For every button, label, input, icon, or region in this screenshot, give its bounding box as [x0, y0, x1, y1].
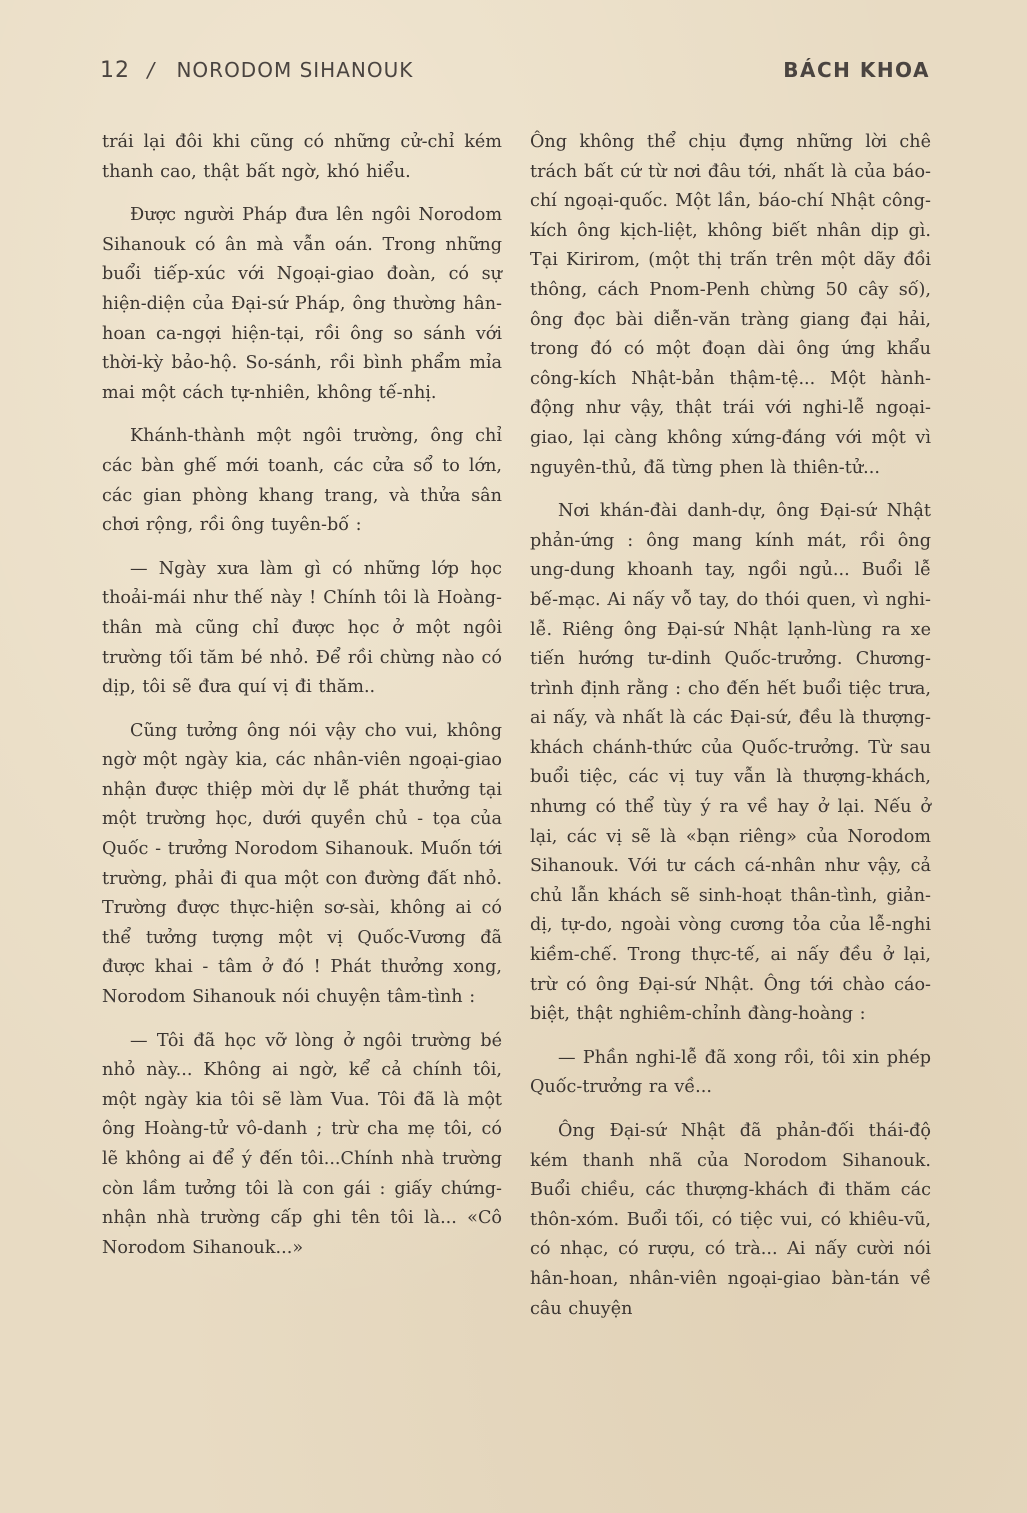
paragraph: Ông không thể chịu đựng những lời chê trách bất cứ từ nơi đâu tới, nhất là của báo-chí ngoại-quốc. Một lần, báo-chí Nhật công-kích ông kịch-liệt, không biết nhân dịp gì. Tại Kirirom, (một thị trấn trên một dãy đồi thông, cách Pnom-Penh chừng 50 cây số), ông đọc bài diễn-văn tràng giang đại hải, trong đó có một đoạn dài ông ứng khẩu công-kích Nhật-bản thậm-tệ... Một hành-động như vậy, thật trái với nghi-lễ ngoại-giao, lại càng không xứng-đáng với một vì nguyên-thủ, đã từng phen là thiên-tử... [530, 132, 931, 478]
paragraph: trái lại đôi khi cũng có những cử-chỉ kém thanh cao, thật bất ngờ, khó hiểu. [102, 132, 502, 182]
paragraph: Nơi khán-đài danh-dự, ông Đại-sứ Nhật phản-ứng : ông mang kính mát, rồi ông ung-dung khoanh tay, ngồi ngủ... Buổi lễ bế-mạc. Ai nấy vỗ tay, do thói quen, vì nghi-lễ. Riêng ông Đại-sứ Nhật lạnh-lùng ra xe tiến hướng tư-dinh Quốc-trưởng. Chương-trình định rằng : cho đến hết buổi tiệc trưa, ai nấy, và nhất là các Đại-sứ, đều là thượng-khách chánh-thức của Quốc-trưởng. Từ sau buổi tiệc, các vị tuy vẫn là thượng-khách, nhưng có thể tùy ý ra về hay ở lại. Nếu ở lại, các vị sẽ là «bạn riêng» của Norodom Sihanouk. Với tư cách cá-nhân như vậy, cả chủ lẫn khách sẽ sinh-hoạt thân-tình, giản-dị, tự-do, ngoài vòng cương tỏa của lễ-nghi kiềm-chế. Trong thực-tế, ai nấy đều ở lại, trừ có ông Đại-sứ Nhật. Ông tới chào cáo-biệt, thật nghiêm-chỉnh đàng-hoàng : [530, 501, 931, 1025]
running-header [100, 58, 930, 92]
paragraph: Khánh-thành một ngôi trường, ông chỉ các bàn ghế mới toanh, các cửa sổ to lớn, các gian phòng khang trang, và thửa sân chơi rộng, rồi ông tuyên-bố : [102, 426, 502, 536]
dialogue-paragraph: — Phần nghi-lễ đã xong rồi, tôi xin phép Quốc-trưởng ra về... [530, 1047, 931, 1098]
header-left [100, 58, 413, 83]
paragraph: Cũng tưởng ông nói vậy cho vui, không ngờ một ngày kia, các nhân-viên ngoại-giao nhận được thiệp mời dự lễ phát thưởng tại một trường học, dưới quyền chủ - tọa của Quốc - trưởng Norodom Sihanouk. Muốn tới trường, phải đi qua một con đường đất nhỏ. Trường được thực-hiện sơ-sài, không ai có thể tưởng tượng một vị Quốc-Vương đã được khai - tâm ở đó ! Phát thưởng xong, Norodom Sihanouk nói chuyện tâm-tình : [102, 720, 502, 1008]
dialogue-paragraph: — Tôi đã học vỡ lòng ở ngôi trường bé nhỏ này... Không ai ngờ, kể cả chính tôi, một ngày kia tôi sẽ làm Vua. Tôi đã là một ông Hoàng-tử vô-danh ; trừ cha mẹ tôi, có lẽ không ai để ý đến tôi...Chính nhà trường còn lầm tưởng tôi là con gái : giấy chứng-nhận nhà trường cấp ghi tên tôi là... «Cô Norodom Sihanouk...» [102, 1030, 502, 1258]
dialogue-paragraph: — Ngày xưa làm gì có những lớp học thoải-mái như thế này ! Chính tôi là Hoàng-thân mà cũng chỉ được học ở một ngôi trường tối tăm bé nhỏ. Để rồi chừng nào có dịp, tôi sẽ đưa quí vị đi thăm.. [102, 558, 502, 698]
right-column [530, 128, 931, 1338]
running-title: NORODOM SIHANOUK [176, 58, 414, 82]
paragraph: Ông Đại-sứ Nhật đã phản-đối thái-độ kém thanh nhã của Norodom Sihanouk. Buổi chiều, các thượng-khách đi thăm các thôn-xóm. Buổi tối, có tiệc vui, có khiêu-vũ, có nhạc, có rượu, có trà... Ai nấy cười nói hân-hoan, nhân-viên ngoại-giao bàn-tán về câu chuyện [530, 1121, 931, 1319]
left-column [102, 128, 502, 1277]
page-number: 12 [100, 58, 130, 83]
magazine-title: BÁCH KHOA [783, 58, 930, 82]
header-separator: / [147, 58, 156, 82]
paragraph: Được người Pháp đưa lên ngôi Norodom Sihanouk có ân mà vẫn oán. Trong những buổi tiếp-xúc với Ngoại-giao đoàn, có sự hiện-diện của Đại-sứ Pháp, ông thường hân-hoan ca-ngợi hiện-tại, rồi ông so sánh với thời-kỳ bảo-hộ. So-sánh, rồi bình phẩm mỉa mai một cách tự-nhiên, không tế-nhị. [102, 205, 502, 403]
